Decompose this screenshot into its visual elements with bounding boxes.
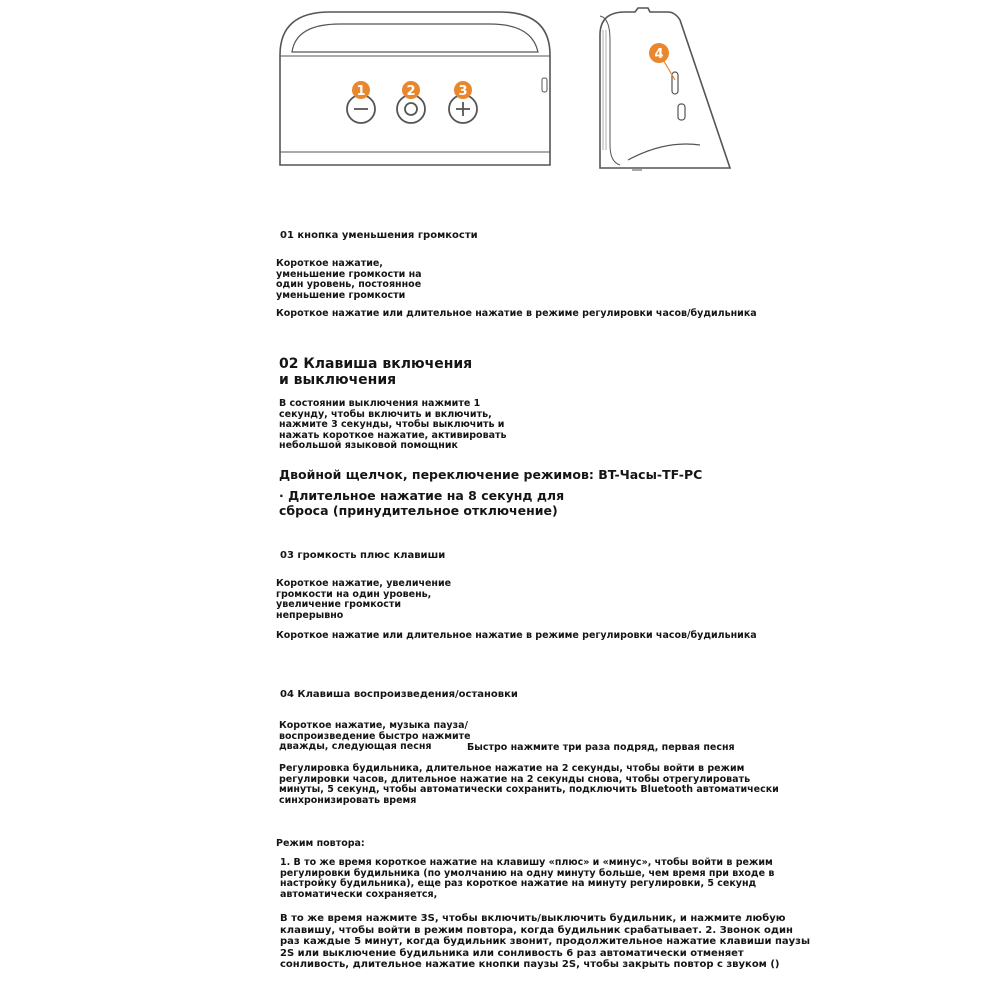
power-icon <box>397 95 425 123</box>
speaker-side-view <box>600 8 730 170</box>
product-diagrams <box>270 0 740 180</box>
minus-icon <box>347 95 375 123</box>
vol-down-desc: Короткое нажатие, уменьшение громкости на один уровень, постоянное уменьшение громкости <box>276 258 422 301</box>
vol-down-note: Короткое нажатие или длительное нажатие в режиме регулировки часов/будильника <box>276 308 757 319</box>
vol-up-desc: Короткое нажатие, увеличение громкости на один уровень, увеличение громкости непрерывно <box>276 578 452 621</box>
callout-4 <box>649 43 669 63</box>
svg-text:3: 3 <box>458 84 468 99</box>
power-desc: В состоянии выключения нажмите 1 секунду, чтобы включить и включить, нажмите 3 секунды, чтобы выключить и нажать короткое нажатие, активировать небольшой языковой помощник <box>279 398 507 452</box>
side-texture <box>603 30 606 150</box>
callout-3 <box>454 81 472 99</box>
power-reset: · Длительное нажатие на 8 секунд для сброса (принудительное отключение) <box>279 488 565 518</box>
vol-up-note: Короткое нажатие или длительное нажатие в режиме регулировки часов/будильника <box>276 630 757 641</box>
play-desc: Короткое нажатие, музыка пауза/ воспроизведение быстро нажмите дважды, следующая песня <box>279 720 471 753</box>
vol-down-title: 01 кнопка уменьшения громкости <box>280 230 478 241</box>
vol-up-title: 03 громкость плюс клавиши <box>280 550 446 561</box>
play-title: 04 Клавиша воспроизведения/остановки <box>280 689 518 700</box>
callout-2 <box>402 81 420 99</box>
play-triple: Быстро нажмите три раза подряд, первая песня <box>467 742 735 753</box>
play-alarm: Регулировка будильника, длительное нажатие на 2 секунды, чтобы войти в режим регулировки часов, длительное нажатие на 2 секунды снова, чтобы отрегулировать минуты, 5 секунд, чтобы автоматически сохранить, подключить Bluetooth автоматически синхронизировать время <box>279 763 779 806</box>
svg-text:1: 1 <box>356 84 366 99</box>
plus-icon <box>449 95 477 123</box>
power-title: 02 Клавиша включения и выключения <box>279 356 473 388</box>
repeat-paragraph-1: 1. В то же время короткое нажатие на клавишу «плюс» и «минус», чтобы войти в режим регулировки будильника (по умолчанию на одну минуту больше, чем время при входе в настройку будильника), еще раз короткое нажатие на минуту регулировки, 5 секунд автоматически сохраняется, <box>280 857 775 900</box>
svg-text:4: 4 <box>654 47 664 62</box>
repeat-title: Режим повтора: <box>276 838 365 849</box>
repeat-paragraph-2: В то же время нажмите 3S, чтобы включить/выключить будильник, и нажмите любую клавишу, чтобы войти в режим повтора, когда будильник срабатывает. 2. Звонок один раз каждые 5 минут, когда будильник звонит, продолжительное нажатие клавиши паузы 2S или выключение будильника или сонливость 6 раз автоматически отменяет сонливость, длительное нажатие кнопки паузы 2S, чтобы закрыть повтор с звуком () <box>280 913 810 970</box>
svg-text:2: 2 <box>406 84 416 99</box>
callout-1 <box>352 81 370 99</box>
power-double-click: Двойной щелчок, переключение режимов: BT-Часы-TF-PC <box>279 467 703 482</box>
